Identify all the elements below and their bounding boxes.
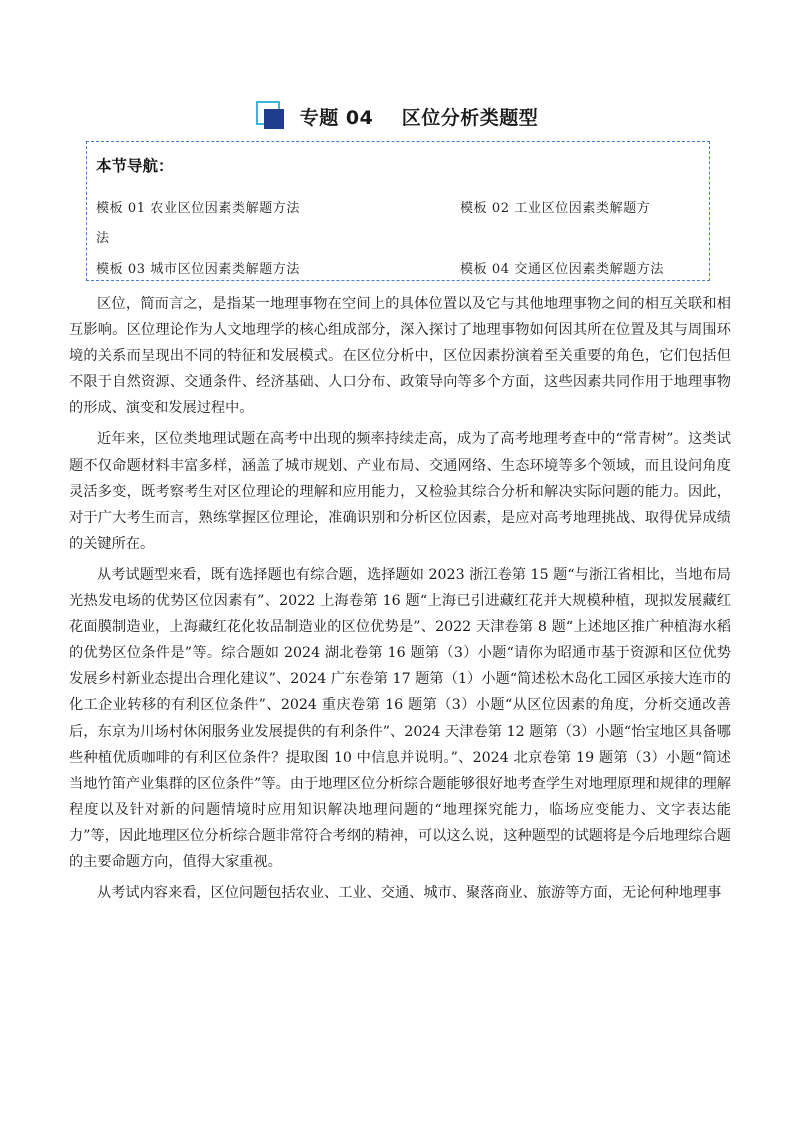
- paragraph-1: 区位，简而言之，是指某一地理事物在空间上的具体位置以及它与其他地理事物之间的相互关联和相互影响。区位理论作为人文地理学的核心组成部分，深入探讨了地理事物如何因其所在位置及其与周围环境的关系而呈现出不同的特征和发展模式。在区位分析中，区位因素扮演着至关重要的角色，它们包括但不限于自然资源、交通条件、经济基础、人口分布、政策导向等多个方面，这些因素共同作用于地理事物的形成、演变和发展过程中。: [69, 296, 731, 417]
- nav-item-template-03[interactable]: 模板 03 城市区位因素类解题方法: [96, 262, 301, 277]
- paragraph-2: 近年来，区位类地理试题在高考中出现的频率持续走高，成为了高考地理考查中的“常青树”。这类试题不仅命题材料丰富多样，涵盖了城市规划、产业布局、交通网络、生态环境等多个领域，而且设问角度灵活多变，既考察考生对区位理论的理解和应用能力，又检验其综合分析和解决实际问题的能力。因此，对于广大考生而言，熟练掌握区位理论，准确识别和分析区位因素，是应对高考地理挑战、取得优异成绩的关键所在。: [69, 431, 731, 552]
- nav-item-template-01[interactable]: 模板 01 农业区位因素类解题方法: [96, 201, 301, 216]
- paragraph-3: 从考试题型来看，既有选择题也有综合题，选择题如 2023 浙江卷第 15 题“与浙江省相比，当地布局光热发电场的优势区位因素有”、2022 上海卷第 16 题“上海已引进藏红花并大规模种植，现拟发展藏红花面膜制造业，上海藏红花化妆品制造业的区位优势是”、2022 天津卷第 8 题“上述地区推广种植海水稻的优势区位条件是”等。综合题如 2024 湖北卷第 16 题第（3）小题“请你为昭通市基于资源和区位优势发展乡村新业态提出合理化建议”、2024 广东卷第 17 题第（1）小题“简述松木岛化工园区承接大连市的化工企业转移的有利区位条件”、2024 重庆卷第 16 题第（3）小题“从区位因素的角度，分析交通改善后，东京为川场村休闲服务业发展提供的有利条件”、2024 天津卷第 12 题第（3）小题“怡宝地区具备哪些种植优质咖啡的有利区位条件？提取图 10 中信息并说明。”、2024 北京卷第 19 题第（3）小题“简述当地竹笛产业集群的区位条件”等。由于地理区位分析综合题能够很好地考查学生对地理原理和规律的理解程度以及针对新的问题情境时应用知识解决地理问题的“地理探究能力，临场应变能力、文字表达能力”等，因此地理区位分析综合题非常符合考纲的精神，可以这么说，这种题型的试题将是今后地理综合题的主要命题方向，值得大家重视。: [69, 566, 731, 870]
- title-bar: [0, 96, 794, 136]
- article-body: [69, 291, 731, 911]
- navigation-heading: 本节导航：: [96, 157, 174, 175]
- page-title: 专题 04 区位分析类题型: [299, 106, 539, 129]
- section-navigation: [86, 141, 710, 281]
- nav-item-template-02-wrap[interactable]: 法: [96, 231, 110, 246]
- title-squares-icon: [256, 101, 286, 131]
- nav-item-template-02[interactable]: 模板 02 工业区位因素类解题方: [460, 201, 651, 216]
- paragraph-4: 从考试内容来看，区位问题包括农业、工业、交通、城市、聚落商业、旅游等方面，无论何种地理事: [97, 885, 722, 902]
- nav-item-template-04[interactable]: 模板 04 交通区位因素类解题方法: [460, 262, 665, 277]
